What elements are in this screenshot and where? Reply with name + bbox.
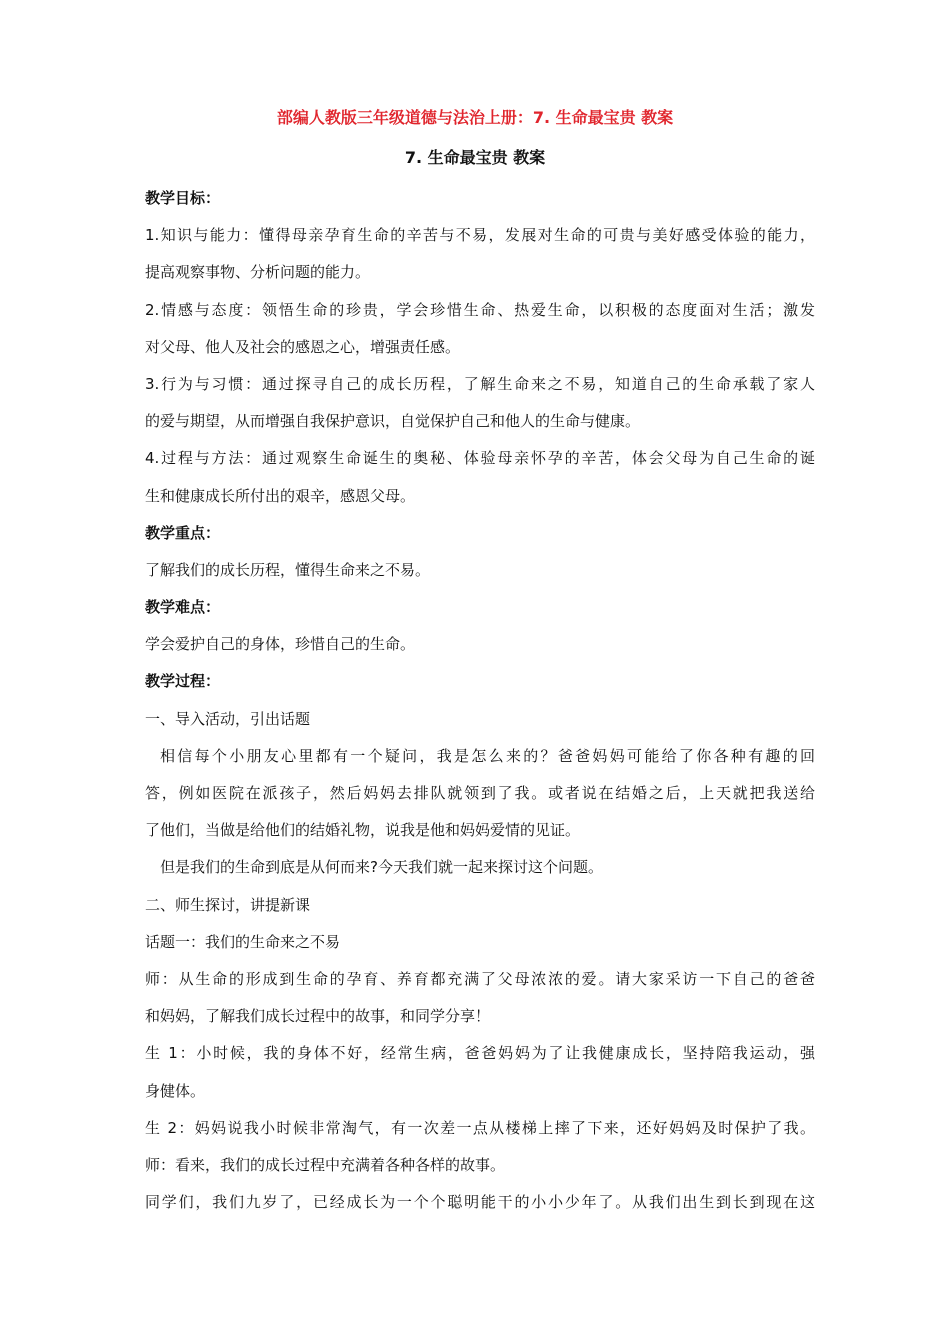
text-line: 生 1：小时候，我的身体不好，经常生病，爸爸妈妈为了让我健康成长，坚持陪我运动，强 xyxy=(145,1044,815,1063)
text-line: 生和健康成长所付出的艰辛，感恩父母。 xyxy=(145,486,416,505)
text-line: 但是我们的生命到底是从何而来?今天我们就一起来探讨这个问题。 xyxy=(160,858,603,877)
text-line: 了他们，当做是给他们的结婚礼物，说我是他和妈妈爱情的见证。 xyxy=(145,821,581,840)
text-line: 3.行为与习惯：通过探寻自己的成长历程，了解生命来之不易，知道自己的生命承载了家人 xyxy=(145,374,815,393)
text-line: 师：看来，我们的成长过程中充满着各种各样的故事。 xyxy=(145,1155,506,1174)
text-line: 的爱与期望，从而增强自我保护意识，自觉保护自己和他人的生命与健康。 xyxy=(145,412,641,431)
text-line: 学会爱护自己的身体，珍惜自己的生命。 xyxy=(145,635,416,654)
document-body xyxy=(145,180,815,1221)
text-line: 2.情感与态度：领悟生命的珍贵，学会珍惜生命、热爱生命，以积极的态度面对生活；激发 xyxy=(145,300,815,319)
text-line: 答，例如医院在派孩子，然后妈妈去排队就领到了我。或者说在结婚之后，上天就把我送给 xyxy=(145,784,815,802)
text-line: 一、导入活动，引出话题 xyxy=(145,709,311,728)
section-heading: 教学难点： xyxy=(145,598,221,617)
text-line: 师：从生命的形成到生命的孕育、养育都充满了父母浓浓的爱。请大家采访一下自己的爸爸 xyxy=(145,969,815,988)
text-line: 相信每个小朋友心里都有一个疑问，我是怎么来的？爸爸妈妈可能给了你各种有趣的回 xyxy=(160,746,815,765)
text-line: 了解我们的成长历程，懂得生命来之不易。 xyxy=(145,560,431,579)
text-line: 话题一：我们的生命来之不易 xyxy=(145,932,341,951)
text-line: 1.知识与能力：懂得母亲孕育生命的辛苦与不易，发展对生命的可贵与美好感受体验的能力， xyxy=(145,226,815,245)
text-line: 生 2：妈妈说我小时候非常淘气，有一次差一点从楼梯上摔了下来，还好妈妈及时保护了我。 xyxy=(145,1118,815,1137)
document-title-red: 部编人教版三年级道德与法治上册：7. 生命最宝贵 教案 xyxy=(276,108,674,127)
text-line: 身健体。 xyxy=(145,1081,206,1100)
text-line: 二、师生探讨，讲提新课 xyxy=(145,895,311,914)
section-heading: 教学过程： xyxy=(145,672,221,691)
section-heading: 教学目标： xyxy=(145,189,221,207)
document-title: 7. 生命最宝贵 教案 xyxy=(404,148,546,167)
text-line: 提高观察事物、分析问题的能力。 xyxy=(145,263,371,282)
section-heading: 教学重点： xyxy=(145,523,221,542)
text-line: 同学们，我们九岁了，已经成长为一个个聪明能干的小小少年了。从我们出生到长到现在这 xyxy=(145,1193,815,1212)
text-line: 4.过程与方法：通过观察生命诞生的奥秘、体验母亲怀孕的辛苦，体会父母为自己生命的诞 xyxy=(145,449,815,468)
text-line: 和妈妈，了解我们成长过程中的故事，和同学分享！ xyxy=(145,1007,491,1026)
text-line: 对父母、他人及社会的感恩之心，增强责任感。 xyxy=(145,337,461,356)
